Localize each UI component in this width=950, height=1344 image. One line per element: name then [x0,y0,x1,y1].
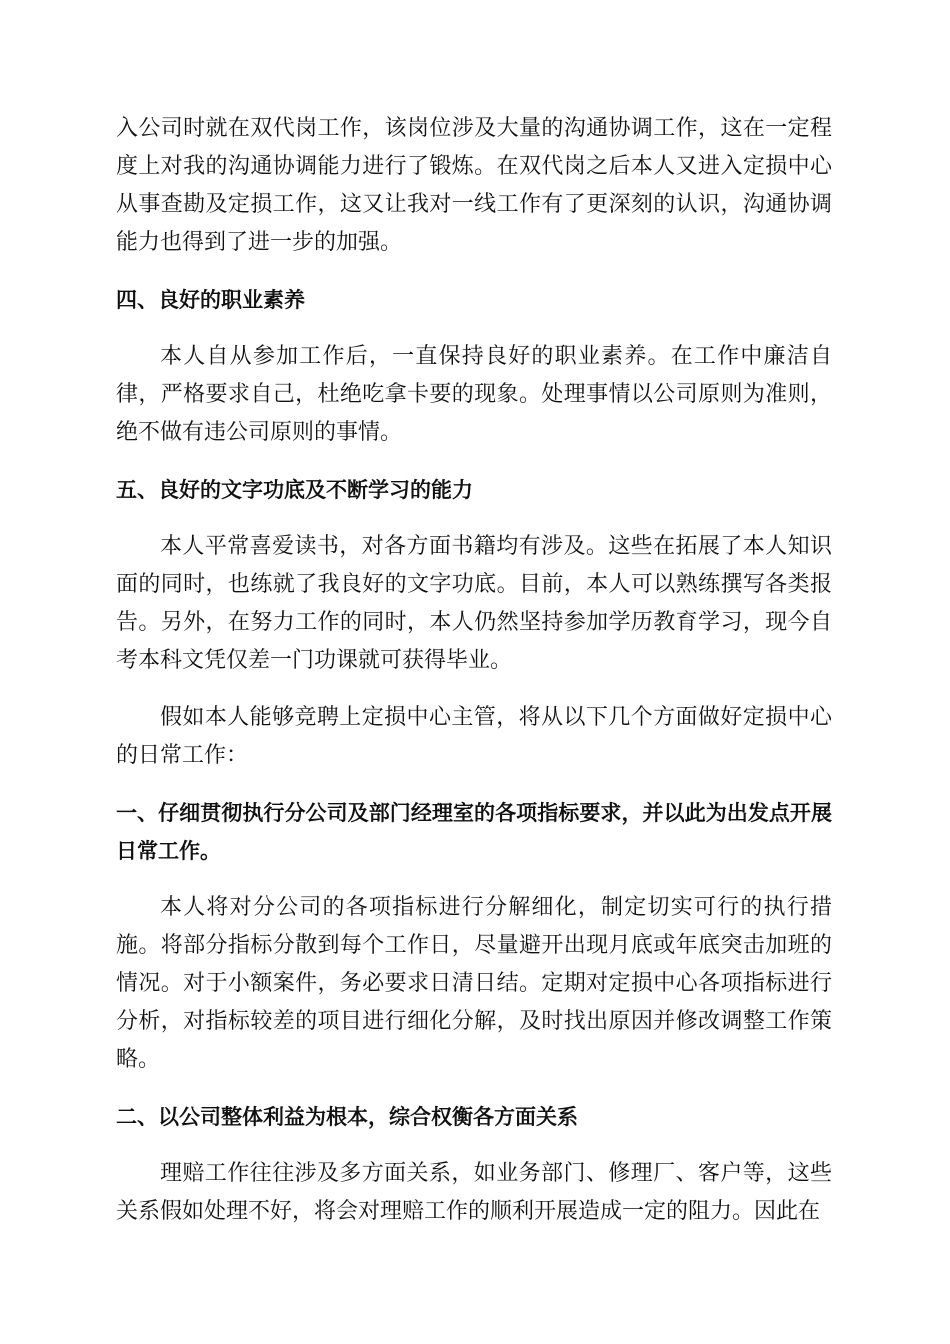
heading-plan-one: 一、仔细贯彻执行分公司及部门经理室的各项指标要求，并以此为出发点开展日常工作。 [116,801,832,863]
paragraph-writing-learning: 本人平常喜爱读书，对各方面书籍均有涉及。这些在拓展了本人知识面的同时，也练就了我良好的文字功底。目前，本人可以熟练撰写各类报告。另外，在努力工作的同时，本人仍然坚持参加学历教育学习，现今自考本科文凭仅差一门功课就可获得毕业。 [116,534,832,673]
paragraph-communication-experience: 入公司时就在双代岗工作，该岗位涉及大量的沟通协调工作，这在一定程度上对我的沟通协调能力进行了锻炼。在双代岗之后本人又进入定损中心从事查勘及定损工作，这又让我对一线工作有了更深刻的认识，沟通协调能力也得到了进一步的加强。 [116,116,832,255]
heading-writing-learning: 五、良好的文字功底及不断学习的能力 [116,478,473,502]
paragraph-plan-intro: 假如本人能够竞聘上定损中心主管，将从以下几个方面做好定损中心的日常工作： [116,705,832,768]
paragraph-professional-quality: 本人自从参加工作后，一直保持良好的职业素养。在工作中廉洁自律，严格要求自己，杜绝吃拿卡要的现象。处理事情以公司原则为准则，绝不做有违公司原则的事情。 [116,344,832,445]
paragraph-plan-one: 本人将对分公司的各项指标进行分解细化，制定切实可行的执行措施。将部分指标分散到每个工作日，尽量避开出现月底或年底突击加班的情况。对于小额案件，务必要求日清日结。定期对定损中心各项指标进行分析，对指标较差的项目进行细化分解，及时找出原因并修改调整工作策略。 [116,895,832,1072]
document-body [116,110,832,1250]
heading-plan-two: 二、以公司整体利益为根本，综合权衡各方面关系 [116,1105,578,1129]
heading-professional-quality: 四、良好的职业素养 [116,288,305,312]
paragraph-plan-two: 理赔工作往往涉及多方面关系，如业务部门、修理厂、客户等，这些关系假如处理不好，将会对理赔工作的顺利开展造成一定的阻力。因此在 [116,1161,832,1224]
